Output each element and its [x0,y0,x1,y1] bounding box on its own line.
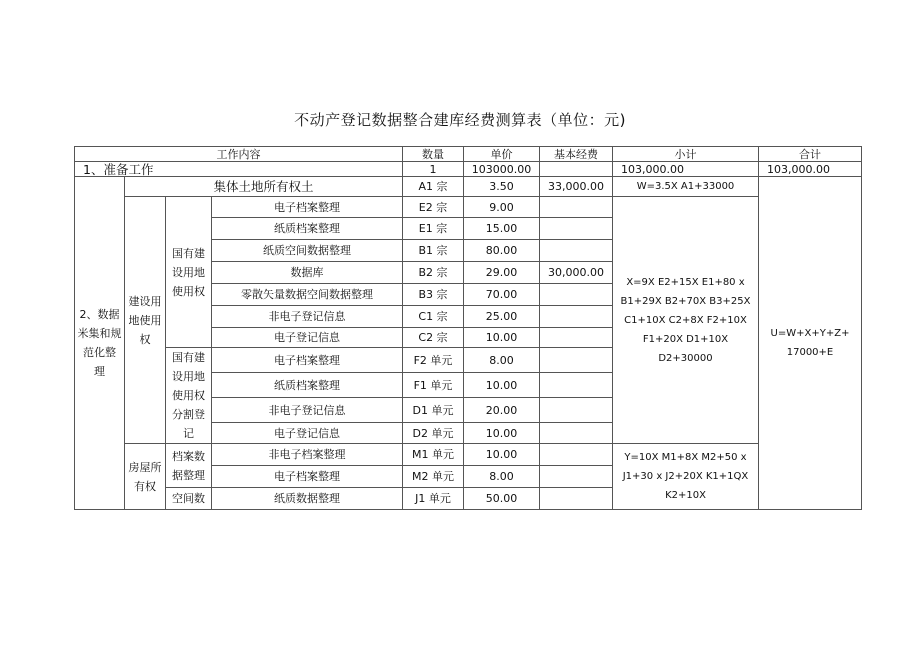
split-item-base-fee [540,373,613,398]
state-item-quantity: C1 宗 [403,306,464,328]
state-item-base-fee: 30,000.00 [540,262,613,284]
house-item-label: 电子档案整理 [212,466,403,488]
house-item-unit-price: 10.00 [464,444,540,466]
prep-base-fee [540,162,613,177]
collective-unit-price: 3.50 [464,177,540,197]
split-item-quantity: F1 单元 [403,373,464,398]
split-item-label: 电子登记信息 [212,423,403,444]
house-item-base-fee [540,444,613,466]
state-item-label: 非电子登记信息 [212,306,403,328]
split-item-unit-price: 8.00 [464,348,540,373]
split-item-unit-price: 20.00 [464,398,540,423]
state-item-label: 数据库 [212,262,403,284]
state-item-unit-price: 15.00 [464,218,540,240]
house-item-label: 非电子档案整理 [212,444,403,466]
house-item-quantity: M1 单元 [403,444,464,466]
page-title: 不动产登记数据整合建库经费测算表（单位：元) [294,111,626,129]
house-item-quantity: M2 单元 [403,466,464,488]
split-right-label: 国有建设用地使用权分割登记 [166,348,212,444]
state-item-unit-price: 10.00 [464,328,540,348]
header-row [75,147,862,162]
state-item-label: 纸质空间数据整理 [212,240,403,262]
header-subtotal: 小计 [613,147,759,162]
header-unit-price: 单价 [464,147,540,162]
header-base-fee: 基本经费 [540,147,613,162]
state-item-base-fee [540,240,613,262]
house-item-quantity: J1 单元 [403,488,464,510]
prep-total: 103,000.00 [759,162,862,177]
state-item-unit-price: 70.00 [464,284,540,306]
house-item-label: 纸质数据整理 [212,488,403,510]
formula-w: W=3.5X A1+33000 [613,177,759,197]
table-row [75,444,862,466]
split-item-base-fee [540,398,613,423]
state-item-label: 纸质档案整理 [212,218,403,240]
state-item-label: 零散矢量数据空间数据整理 [212,284,403,306]
split-item-unit-price: 10.00 [464,373,540,398]
state-item-base-fee [540,306,613,328]
split-item-unit-price: 10.00 [464,423,540,444]
formula-y: Y=10X M1+8X M2+50 x J1+30 x J2+20X K1+1QX K2+10X [613,444,759,510]
state-item-unit-price: 9.00 [464,197,540,218]
collective-base-fee: 33,000.00 [540,177,613,197]
state-item-quantity: B1 宗 [403,240,464,262]
state-item-quantity: E1 宗 [403,218,464,240]
state-item-quantity: E2 宗 [403,197,464,218]
split-item-label: 电子档案整理 [212,348,403,373]
state-use-right-label: 国有建设用地使用权 [166,197,212,348]
spatial-label: 空间数 [166,488,212,510]
house-item-base-fee [540,488,613,510]
archive-label: 档案数据整理 [166,444,212,488]
state-item-unit-price: 80.00 [464,240,540,262]
section2-label: 2、数据米集和规 范化整 理 [75,177,125,510]
budget-table [74,146,862,510]
split-item-quantity: D2 单元 [403,423,464,444]
state-item-base-fee [540,218,613,240]
house-item-unit-price: 50.00 [464,488,540,510]
header-content: 工作内容 [75,147,403,162]
split-item-base-fee [540,348,613,373]
prep-label: 1、准备工作 [75,162,403,177]
prep-unit-price: 103000.00 [464,162,540,177]
state-item-label: 电子登记信息 [212,328,403,348]
state-item-unit-price: 29.00 [464,262,540,284]
prep-quantity: 1 [403,162,464,177]
split-item-label: 纸质档案整理 [212,373,403,398]
split-item-base-fee [540,423,613,444]
state-item-quantity: C2 宗 [403,328,464,348]
table-row [75,177,862,197]
formula-u: U=W+X+Y+Z+ 17000+E [759,177,862,510]
table-row [75,162,862,177]
split-item-quantity: D1 单元 [403,398,464,423]
state-item-unit-price: 25.00 [464,306,540,328]
split-item-quantity: F2 单元 [403,348,464,373]
house-right-label: 房屋所有权 [125,444,166,510]
state-item-base-fee [540,197,613,218]
split-item-label: 非电子登记信息 [212,398,403,423]
header-quantity: 数量 [403,147,464,162]
state-item-base-fee [540,284,613,306]
table-row [75,197,862,218]
state-item-quantity: B3 宗 [403,284,464,306]
collective-label: 集体土地所有权土 [125,177,403,197]
collective-quantity: A1 宗 [403,177,464,197]
prep-subtotal: 103,000.00 [613,162,759,177]
header-total: 合计 [759,147,862,162]
state-item-quantity: B2 宗 [403,262,464,284]
formula-x: X=9X E2+15X E1+80 x B1+29X B2+70X B3+25X C1+10X C2+8X F2+10X F1+20X D1+10X D2+30000 [613,197,759,444]
state-item-label: 电子档案整理 [212,197,403,218]
state-item-base-fee [540,328,613,348]
house-item-base-fee [540,466,613,488]
construction-right-label: 建设用地使用权 [125,197,166,444]
house-item-unit-price: 8.00 [464,466,540,488]
